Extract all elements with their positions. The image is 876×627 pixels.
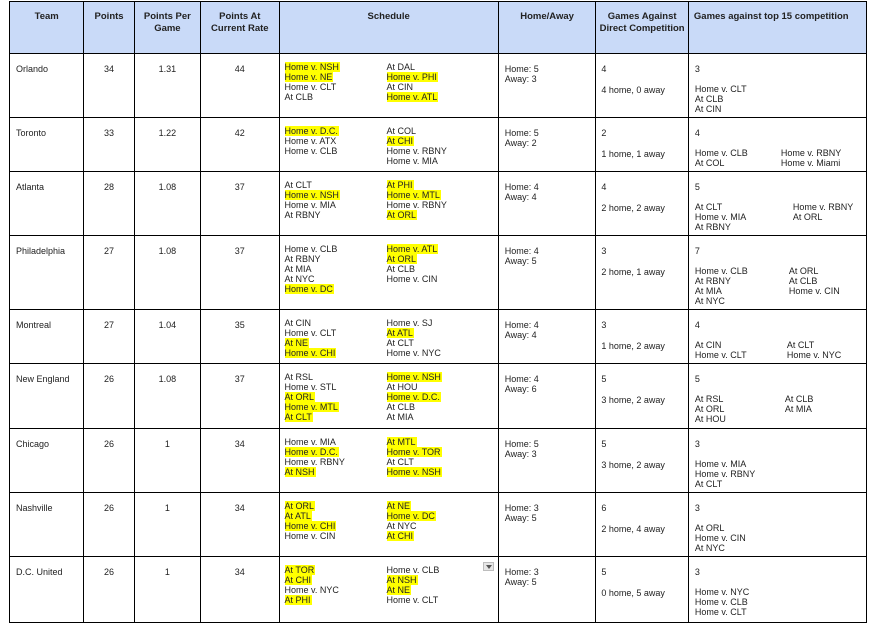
highlighted-game: Home v. CHI <box>284 521 336 531</box>
table-row <box>10 429 867 493</box>
top15-game: Home v. CLT <box>694 607 747 617</box>
schedule-column-1 <box>285 565 340 605</box>
top15-game: Home v. NYC <box>694 587 750 597</box>
standings-sheet <box>9 1 867 623</box>
team-cell[interactable]: Chicago <box>10 429 84 493</box>
direct-split: 1 home, 2 away <box>601 341 665 351</box>
highlighted-game: Home v. D.C. <box>386 392 440 402</box>
top15-game: Home v. CLB <box>694 597 748 607</box>
schedule-cell[interactable] <box>279 118 498 172</box>
game: Home v. CIN <box>284 531 336 541</box>
schedule-cell[interactable] <box>279 364 498 429</box>
top15-game: At RBNY <box>694 222 731 232</box>
header-schedule[interactable]: Schedule <box>279 2 498 54</box>
direct-competition-cell[interactable] <box>596 236 689 310</box>
home-away-cell[interactable] <box>498 236 596 310</box>
top15-game: At ORL <box>694 404 725 414</box>
game: At CLB <box>284 92 314 102</box>
game: Home v. CIN <box>386 274 438 284</box>
top15-game: At CLT <box>694 479 723 489</box>
schedule-column-1 <box>285 501 337 541</box>
direct-split: 2 home, 2 away <box>601 203 665 213</box>
highlighted-game: At NSH <box>284 467 315 477</box>
game: At CLT <box>284 180 312 190</box>
top15-competition-cell[interactable] <box>688 54 866 118</box>
team-cell[interactable]: D.C. United <box>10 557 84 623</box>
top15-game: At CLB <box>788 276 818 286</box>
game: Home v. RBNY <box>386 200 447 210</box>
top15-competition-cell[interactable] <box>688 364 866 429</box>
game: At COL <box>386 126 417 136</box>
direct-split: 3 home, 2 away <box>601 460 665 470</box>
direct-split: 2 home, 4 away <box>601 524 665 534</box>
header-team[interactable]: Team <box>10 2 84 54</box>
rate-cell[interactable]: 34 <box>201 493 279 557</box>
top15-game: Home v. MIA <box>694 459 747 469</box>
schedule-column-1 <box>285 244 339 294</box>
direct-competition-cell[interactable] <box>596 557 689 623</box>
schedule-column-2 <box>387 372 442 422</box>
highlighted-game: At ORL <box>386 254 417 264</box>
top15-list <box>695 394 726 424</box>
schedule-column-1 <box>285 318 338 358</box>
highlighted-game: At CLT <box>284 412 312 422</box>
direct-competition-cell[interactable] <box>596 54 689 118</box>
header-points-at-current-rate[interactable]: Points At Current Rate <box>201 2 279 54</box>
top15-competition-cell[interactable] <box>688 236 866 310</box>
top15-count: 3 <box>694 439 700 449</box>
direct-split: 1 home, 1 away <box>601 149 665 159</box>
game: Home v. CLB <box>386 565 440 575</box>
points-cell[interactable]: 34 <box>84 54 134 118</box>
highlighted-game: Home v. NE <box>284 72 333 82</box>
top15-competition-cell[interactable] <box>688 493 866 557</box>
ppg-cell[interactable]: 1.04 <box>134 310 200 364</box>
points-cell[interactable]: 27 <box>84 310 134 364</box>
top15-game: Home v. CLB <box>694 148 748 158</box>
direct-count: 5 <box>601 567 607 577</box>
rate-cell[interactable]: 37 <box>201 364 279 429</box>
header-direct-competition[interactable]: Games Against Direct Competition <box>596 2 689 54</box>
table-row <box>10 236 867 310</box>
top15-game: At CLT <box>694 202 723 212</box>
top15-list <box>695 148 748 168</box>
schedule-column-1 <box>285 372 339 422</box>
top15-competition-cell[interactable] <box>688 172 866 236</box>
game: Home v. MIA <box>284 200 336 210</box>
rate-cell[interactable]: 37 <box>201 236 279 310</box>
home-count: Home: 3 <box>504 503 539 513</box>
game: Home v. CLB <box>284 146 338 156</box>
top15-game: At ORL <box>792 212 823 222</box>
game: Home v. NYC <box>284 585 339 595</box>
highlighted-game: Home v. CHI <box>284 348 336 358</box>
away-count: Away: 5 <box>504 577 537 587</box>
highlighted-game: At NSH <box>386 575 417 585</box>
game: Home v. CLT <box>386 595 439 605</box>
top15-game: At CLT <box>786 340 815 350</box>
highlighted-game: At PHI <box>386 180 413 190</box>
game: At HOU <box>386 382 418 392</box>
schedule-cell[interactable] <box>279 429 498 493</box>
direct-count: 6 <box>601 503 607 513</box>
top15-list-secondary <box>785 394 814 414</box>
highlighted-game: Home v. NSH <box>284 62 339 72</box>
ppg-cell[interactable]: 1 <box>134 429 200 493</box>
rate-cell[interactable]: 34 <box>201 557 279 623</box>
game: At DAL <box>386 62 416 72</box>
top15-competition-cell[interactable] <box>688 429 866 493</box>
points-cell[interactable]: 26 <box>84 557 134 623</box>
header-home-away[interactable]: Home/Away <box>498 2 596 54</box>
game: At CLB <box>386 264 416 274</box>
direct-count: 3 <box>601 320 607 330</box>
top15-game: Home v. RBNY <box>694 469 756 479</box>
highlighted-game: Home v. MTL <box>284 402 338 412</box>
game: At NYC <box>386 521 417 531</box>
away-count: Away: 2 <box>504 138 537 148</box>
top15-game: Home v. CIN <box>788 286 840 296</box>
game: Home v. MIA <box>284 437 336 447</box>
away-count: Away: 3 <box>504 449 537 459</box>
top15-game: At MIA <box>784 404 812 414</box>
direct-count: 4 <box>601 64 607 74</box>
top15-game: At ORL <box>788 266 819 276</box>
game: At CLT <box>386 338 414 348</box>
highlighted-game: Home v. D.C. <box>284 447 338 457</box>
team-cell[interactable]: Nashville <box>10 493 84 557</box>
highlighted-game: Home v. PHI <box>386 72 437 82</box>
game: At CLT <box>386 457 414 467</box>
direct-competition-cell[interactable] <box>596 429 689 493</box>
top15-game: Home v. MIA <box>694 212 747 222</box>
ppg-cell[interactable]: 1.08 <box>134 236 200 310</box>
top15-list <box>695 266 748 306</box>
top15-game: Home v. NYC <box>786 350 842 360</box>
top15-list <box>695 202 746 232</box>
ppg-cell[interactable]: 1.31 <box>134 54 200 118</box>
home-away-cell[interactable] <box>498 118 596 172</box>
away-count: Away: 4 <box>504 330 537 340</box>
top15-list-secondary <box>781 148 841 168</box>
top15-game: At COL <box>694 158 725 168</box>
top15-game: Home v. Miami <box>780 158 841 168</box>
game: At MIA <box>386 412 414 422</box>
top15-competition-cell[interactable] <box>688 557 866 623</box>
top15-count: 3 <box>694 64 700 74</box>
table-row <box>10 493 867 557</box>
home-away-cell[interactable] <box>498 493 596 557</box>
highlighted-game: At CHI <box>284 575 312 585</box>
game: At RBNY <box>284 210 321 220</box>
highlighted-game: Home v. NSH <box>284 190 339 200</box>
schedule-cell[interactable] <box>279 172 498 236</box>
schedule-column-1 <box>285 437 346 477</box>
team-cell[interactable]: Orlando <box>10 54 84 118</box>
home-count: Home: 4 <box>504 246 539 256</box>
top15-game: Home v. RBNY <box>780 148 842 158</box>
highlighted-game: At ORL <box>284 501 315 511</box>
top15-competition-cell[interactable] <box>688 118 866 172</box>
highlighted-game: At MTL <box>386 437 416 447</box>
schedule-cell[interactable] <box>279 54 498 118</box>
points-cell[interactable]: 26 <box>84 493 134 557</box>
ppg-cell[interactable]: 1 <box>134 557 200 623</box>
schedule-cell[interactable] <box>279 310 498 364</box>
table-row <box>10 118 867 172</box>
direct-count: 3 <box>601 246 607 256</box>
points-cell[interactable]: 26 <box>84 364 134 429</box>
top15-game: Home v. CLT <box>694 84 747 94</box>
direct-count: 4 <box>601 182 607 192</box>
top15-list-secondary <box>793 202 853 222</box>
top15-game: At CIN <box>694 340 722 350</box>
top15-game: At RSL <box>694 394 724 404</box>
home-count: Home: 5 <box>504 64 539 74</box>
schedule-column-2 <box>387 62 439 102</box>
highlighted-game: Home v. ATL <box>386 92 438 102</box>
top15-game: Home v. RBNY <box>792 202 854 212</box>
team-cell[interactable]: Montreal <box>10 310 84 364</box>
game: Home v. CLT <box>284 328 337 338</box>
direct-competition-cell[interactable] <box>596 118 689 172</box>
away-count: Away: 5 <box>504 256 537 266</box>
home-count: Home: 4 <box>504 320 539 330</box>
top15-game: At HOU <box>694 414 726 424</box>
ppg-cell[interactable]: 1.08 <box>134 172 200 236</box>
points-cell[interactable]: 28 <box>84 172 134 236</box>
top15-count: 3 <box>694 567 700 577</box>
top15-game: At RBNY <box>694 276 731 286</box>
schedule-column-2 <box>387 565 441 605</box>
header-row <box>10 2 867 54</box>
schedule-column-2 <box>387 244 439 284</box>
highlighted-game: Home v. TOR <box>386 447 441 457</box>
highlighted-game: Home v. ATL <box>386 244 438 254</box>
game: Home v. SJ <box>386 318 433 328</box>
home-count: Home: 5 <box>504 128 539 138</box>
schedule-column-2 <box>387 318 442 358</box>
team-cell[interactable]: New England <box>10 364 84 429</box>
game: At NYC <box>284 274 315 284</box>
home-away-cell[interactable] <box>498 54 596 118</box>
highlighted-game: At TOR <box>284 565 315 575</box>
table-row <box>10 310 867 364</box>
highlighted-game: At NE <box>284 338 309 348</box>
top15-list <box>695 340 747 360</box>
home-count: Home: 4 <box>504 182 539 192</box>
top15-count: 5 <box>694 374 700 384</box>
direct-count: 2 <box>601 128 607 138</box>
direct-split: 4 home, 0 away <box>601 85 665 95</box>
direct-split: 0 home, 5 away <box>601 588 665 598</box>
top15-list-secondary <box>789 266 840 296</box>
header-points-per-game[interactable]: Points Per Game <box>134 2 200 54</box>
table-row <box>10 172 867 236</box>
home-away-cell[interactable] <box>498 172 596 236</box>
schedule-column-2 <box>387 437 442 477</box>
schedule-column-2 <box>387 501 436 541</box>
highlighted-game: Home v. DC <box>386 511 435 521</box>
points-cell[interactable]: 33 <box>84 118 134 172</box>
schedule-cell[interactable] <box>279 236 498 310</box>
top15-game: Home v. CLT <box>694 350 747 360</box>
top15-game: At CLB <box>784 394 814 404</box>
away-count: Away: 4 <box>504 192 537 202</box>
top15-game: At NYC <box>694 296 725 306</box>
highlighted-game: Home v. D.C. <box>284 126 338 136</box>
home-away-cell[interactable] <box>498 310 596 364</box>
schedule-column-1 <box>285 62 340 102</box>
highlighted-game: Home v. NSH <box>386 467 441 477</box>
ppg-cell[interactable]: 1.08 <box>134 364 200 429</box>
highlighted-game: At ORL <box>386 210 417 220</box>
points-cell[interactable]: 27 <box>84 236 134 310</box>
team-cell[interactable]: Toronto <box>10 118 84 172</box>
schedule-column-1 <box>285 126 339 156</box>
rate-cell[interactable]: 42 <box>201 118 279 172</box>
table-row <box>10 557 867 623</box>
highlighted-game: At PHI <box>284 595 311 605</box>
game: Home v. MIA <box>386 156 438 166</box>
schedule-cell[interactable] <box>279 557 498 623</box>
top15-list-secondary <box>787 340 841 360</box>
top15-list <box>695 84 747 114</box>
top15-count: 4 <box>694 320 700 330</box>
ppg-cell[interactable]: 1.22 <box>134 118 200 172</box>
top15-list <box>695 459 755 489</box>
highlighted-game: At CHI <box>386 136 414 146</box>
away-count: Away: 5 <box>504 513 537 523</box>
home-away-cell[interactable] <box>498 557 596 623</box>
rate-cell[interactable]: 35 <box>201 310 279 364</box>
highlighted-game: At ORL <box>284 392 315 402</box>
direct-count: 5 <box>601 374 607 384</box>
top15-list <box>695 587 749 617</box>
game: At MIA <box>284 264 312 274</box>
top15-game: Home v. CLB <box>694 266 748 276</box>
top15-game: At MIA <box>694 286 722 296</box>
highlighted-game: At CHI <box>386 531 414 541</box>
highlighted-game: At NE <box>386 501 411 511</box>
team-cell[interactable]: Philadelphia <box>10 236 84 310</box>
direct-competition-cell[interactable] <box>596 310 689 364</box>
rate-cell[interactable]: 44 <box>201 54 279 118</box>
top15-game: At CLB <box>694 94 724 104</box>
game: At CIN <box>284 318 312 328</box>
highlighted-game: At ATL <box>386 328 413 338</box>
schedule-cell[interactable] <box>279 493 498 557</box>
highlighted-game: Home v. NSH <box>386 372 441 382</box>
top15-game: At ORL <box>694 523 725 533</box>
table-row <box>10 54 867 118</box>
highlighted-game: At NE <box>386 585 411 595</box>
schedule-column-2 <box>387 180 448 220</box>
direct-split: 3 home, 2 away <box>601 395 665 405</box>
game: Home v. ATX <box>284 136 337 146</box>
home-away-cell[interactable] <box>498 429 596 493</box>
top15-count: 5 <box>694 182 700 192</box>
game: Home v. CLT <box>284 82 337 92</box>
direct-competition-cell[interactable] <box>596 172 689 236</box>
highlighted-game: Home v. MTL <box>386 190 440 200</box>
game: Home v. CLB <box>284 244 338 254</box>
home-count: Home: 4 <box>504 374 539 384</box>
game: Home v. NYC <box>386 348 441 358</box>
game: At CIN <box>386 82 414 92</box>
top15-count: 3 <box>694 503 700 513</box>
direct-count: 5 <box>601 439 607 449</box>
header-points[interactable]: Points <box>84 2 134 54</box>
rate-cell[interactable]: 34 <box>201 429 279 493</box>
game: At RSL <box>284 372 314 382</box>
game: At CLB <box>386 402 416 412</box>
top15-game: Home v. CIN <box>694 533 746 543</box>
direct-competition-cell[interactable] <box>596 364 689 429</box>
direct-split: 2 home, 1 away <box>601 267 665 277</box>
home-away-cell[interactable] <box>498 364 596 429</box>
header-top15-competition[interactable]: Games against top 15 competition <box>688 2 866 54</box>
home-count: Home: 3 <box>504 567 539 577</box>
schedule-column-2 <box>387 126 448 166</box>
highlighted-game: Home v. DC <box>284 284 333 294</box>
game: Home v. RBNY <box>386 146 447 156</box>
top15-game: At CIN <box>694 104 722 114</box>
home-count: Home: 5 <box>504 439 539 449</box>
away-count: Away: 6 <box>504 384 537 394</box>
game: Home v. RBNY <box>284 457 345 467</box>
game: Home v. STL <box>284 382 337 392</box>
rate-cell[interactable]: 37 <box>201 172 279 236</box>
cell-dropdown-icon[interactable] <box>483 562 494 571</box>
top15-competition-cell[interactable] <box>688 310 866 364</box>
top15-game: At NYC <box>694 543 725 553</box>
ppg-cell[interactable]: 1 <box>134 493 200 557</box>
points-cell[interactable]: 26 <box>84 429 134 493</box>
away-count: Away: 3 <box>504 74 537 84</box>
table-row <box>10 364 867 429</box>
game: At RBNY <box>284 254 321 264</box>
schedule-column-1 <box>285 180 340 220</box>
direct-competition-cell[interactable] <box>596 493 689 557</box>
highlighted-game: At ATL <box>284 511 311 521</box>
team-cell[interactable]: Atlanta <box>10 172 84 236</box>
top15-count: 4 <box>694 128 700 138</box>
top15-list <box>695 523 746 553</box>
top15-count: 7 <box>694 246 700 256</box>
